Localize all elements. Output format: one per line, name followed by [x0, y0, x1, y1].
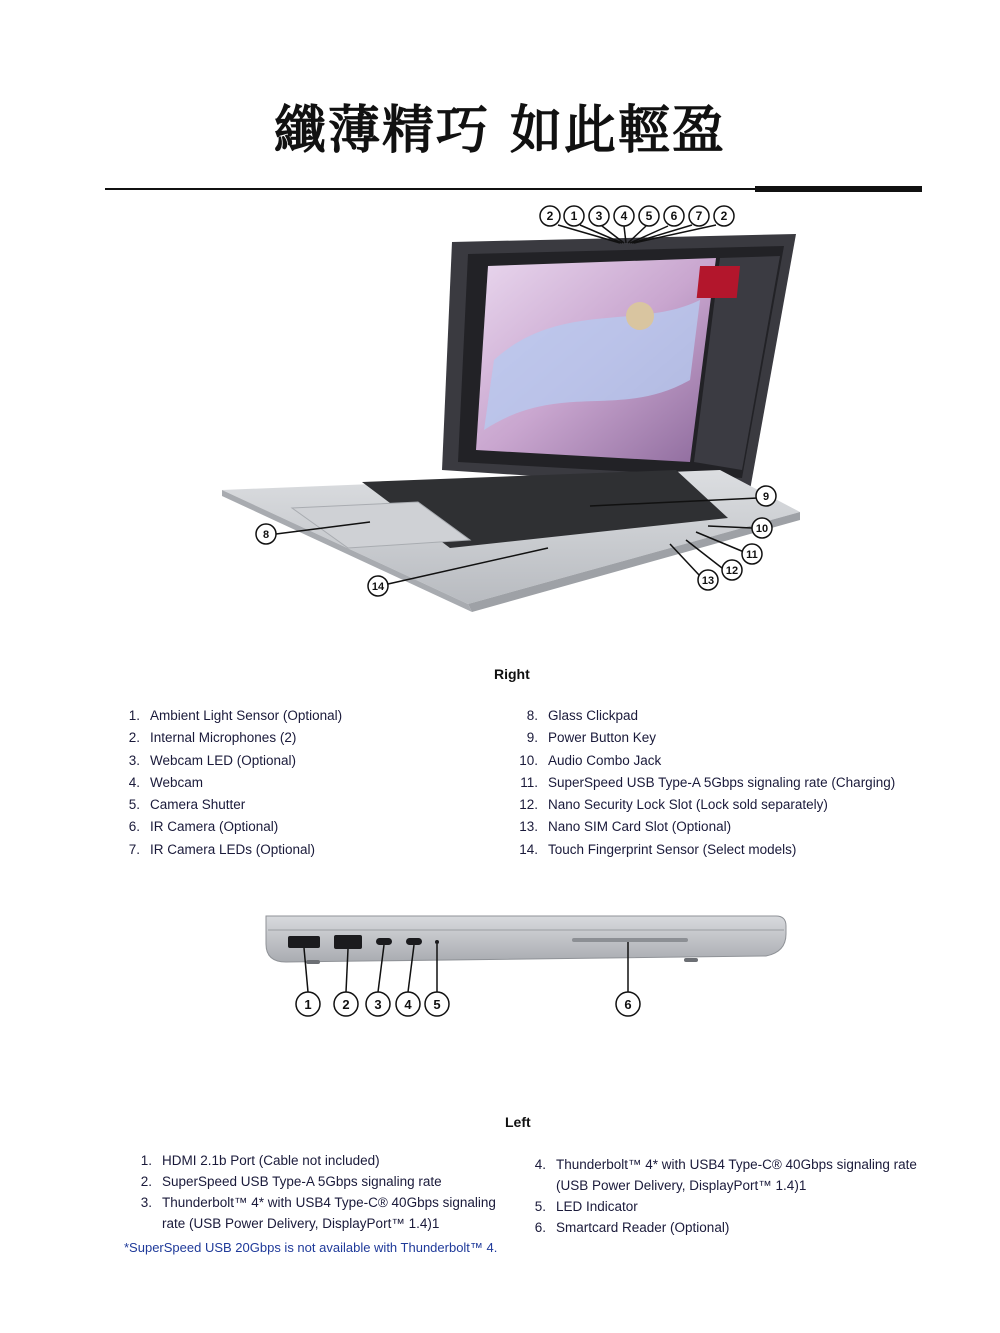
callout-left-label: 6 — [624, 997, 632, 1012]
right-list-col1 — [118, 705, 342, 861]
list-item: 6. IR Camera (Optional) — [128, 819, 279, 835]
list-item: 2. SuperSpeed USB Type-A 5Gbps signaling rate — [140, 1174, 442, 1189]
callout-top-label: 3 — [595, 209, 603, 223]
list-item: 8. Glass Clickpad — [526, 708, 639, 723]
page-title: 纖薄精巧 如此輕盈 — [273, 101, 727, 161]
list-item: 5. Camera Shutter — [128, 797, 246, 813]
callout-left-label: 3 — [374, 997, 382, 1012]
callout-top-label: 4 — [620, 209, 628, 223]
callout-side-label: 8 — [262, 529, 270, 541]
callout-top-label: 1 — [570, 209, 578, 223]
top-callout-labels — [547, 209, 728, 223]
smartcard-slot — [572, 938, 688, 942]
screen-color-picker — [697, 266, 740, 298]
hdmi-port — [288, 936, 320, 948]
left-section-label: Left — [505, 1114, 531, 1130]
list-item: 4. Webcam — [128, 774, 204, 790]
list-item: 10. Audio Combo Jack — [519, 752, 662, 768]
callout-side-label: 13 — [701, 575, 715, 587]
left-list-col2 — [524, 1154, 917, 1238]
callout-top-label: 5 — [645, 209, 653, 223]
usb-c-port-1 — [376, 938, 392, 945]
callout-top-label: 2 — [720, 209, 728, 223]
callout-side-label: 12 — [725, 565, 739, 577]
list-item: 6. Smartcard Reader (Optional) — [534, 1220, 730, 1235]
callout-top-label: 6 — [670, 209, 678, 223]
laptop-foot-left — [306, 960, 320, 964]
laptop-left-illustration — [0, 900, 1000, 1040]
list-item: 3. Webcam LED (Optional) — [128, 752, 297, 768]
callout-side-label: 14 — [371, 581, 385, 593]
laptop-foot-right — [684, 958, 698, 962]
callout-left-label: 2 — [342, 997, 350, 1012]
list-item: 1. HDMI 2.1b Port (Cable not included) — [140, 1153, 380, 1168]
callout-left-label: 4 — [404, 997, 412, 1012]
callout-top-label: 7 — [695, 209, 703, 223]
callout-top-label: 2 — [546, 209, 554, 223]
callout-side-label: 10 — [755, 523, 769, 535]
list-item: 12. Nano Security Lock Slot (Lock sold separately) — [519, 797, 828, 813]
list-item: 2. Internal Microphones (2) — [128, 730, 297, 746]
footnote: *SuperSpeed USB 20Gbps is not available with Thunderbolt™ 4. — [124, 1240, 498, 1255]
screen-orb — [626, 302, 654, 330]
left-list-col1 — [130, 1150, 496, 1234]
list-item: 3. Thunderbolt™ 4* with USB4 Type-C® 40Gbps signaling rate (USB Power Delivery, DisplayPort™ 1.4)1 — [140, 1195, 496, 1231]
list-item: 1. Ambient Light Sensor (Optional) — [128, 708, 343, 723]
right-section-label: Right — [494, 666, 530, 682]
right-list-col2 — [516, 705, 895, 861]
callout-left-label: 5 — [433, 997, 441, 1012]
led-indicator — [435, 940, 439, 944]
callout-left-label: 1 — [304, 997, 312, 1012]
list-item: 13. Nano SIM Card Slot (Optional) — [519, 819, 732, 835]
list-item: 7. IR Camera LEDs (Optional) — [128, 841, 316, 857]
list-item: 4. Thunderbolt™ 4* with USB4 Type-C® 40Gbps signaling rate (USB Power Delivery, DisplayPort™ 1.4)1 — [534, 1157, 917, 1193]
list-item: 11. SuperSpeed USB Type-A 5Gbps signaling rate (Charging) — [520, 774, 896, 790]
laptop-right-illustration — [0, 0, 1000, 640]
callout-side-label: 11 — [746, 549, 758, 561]
list-item: 5. LED Indicator — [534, 1199, 638, 1214]
list-item: 9. Power Button Key — [526, 730, 657, 746]
usb-a-port — [334, 935, 362, 949]
usb-c-port-2 — [406, 938, 422, 945]
callout-side-label: 9 — [762, 491, 770, 503]
list-item: 14. Touch Fingerprint Sensor (Select models) — [519, 841, 797, 857]
